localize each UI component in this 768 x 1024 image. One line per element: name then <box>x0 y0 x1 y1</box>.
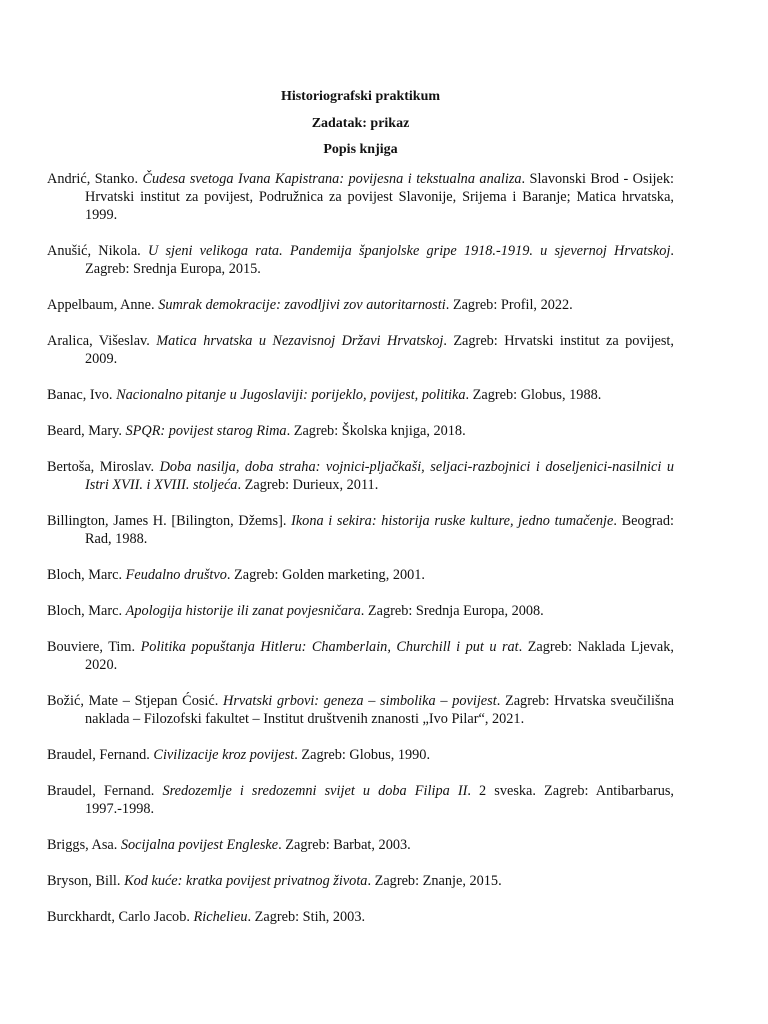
entry-publication: . Zagreb: Profil, 2022. <box>445 297 573 313</box>
bibliography-entry <box>47 422 674 440</box>
entry-publication: . Zagreb: Srednja Europa, 2008. <box>360 603 544 619</box>
entry-title: Socijalna povijest Engleske <box>120 837 279 853</box>
entry-title: Richelieu <box>193 909 248 925</box>
bibliography-entry <box>47 296 674 314</box>
entry-title: Feudalno društvo <box>125 567 227 583</box>
bibliography-entry <box>47 458 674 494</box>
entry-publication: . Zagreb: Barbat, 2003. <box>278 837 411 853</box>
entry-author: Braudel, Fernand. <box>47 783 163 799</box>
bibliography-entry <box>47 908 674 926</box>
bibliography-entry <box>47 872 674 890</box>
entry-title: Ikona i sekira: historija ruske kulture, jedno tumačenje <box>291 513 614 529</box>
entry-publication: . Zagreb: Srednja Europa, 2015. <box>85 243 674 277</box>
entry-author: Briggs, Asa. <box>47 837 121 853</box>
bibliography-entry <box>47 836 674 854</box>
entry-publication: . Zagreb: Hrvatska sveučilišna naklada – Filozofski fakultet – Institut društvenih znanosti „Ivo Pilar“, 2021. <box>85 693 674 727</box>
entry-title: U sjeni velikoga rata. Pandemija španjolske gripe 1918.-1919. u sjevernoj Hrvatskoj <box>147 243 671 259</box>
entry-author: Aralica, Višeslav. <box>47 333 157 349</box>
entry-publication: . Zagreb: Hrvatski institut za povijest, 2009. <box>85 333 674 367</box>
entry-author: Božić, Mate – Stjepan Ćosić. <box>47 693 224 709</box>
entry-publication: . Zagreb: Naklada Ljevak, 2020. <box>85 639 674 673</box>
course-title: Historiografski praktikum <box>280 89 441 104</box>
bibliography-entry <box>47 170 674 224</box>
entry-publication: . 2 sveska. Zagreb: Antibarbarus, 1997.-1998. <box>85 783 675 817</box>
list-title: Popis knjiga <box>323 142 398 157</box>
entry-author: Braudel, Fernand. <box>47 747 154 763</box>
entry-publication: . Zagreb: Globus, 1988. <box>465 387 602 403</box>
bibliography-entry <box>47 782 674 818</box>
entry-publication: . Zagreb: Golden marketing, 2001. <box>226 567 426 583</box>
entry-title: Doba nasilja, doba straha: vojnici-pljačkaši, seljaci-razbojnici i doseljenici-nasilnici u Istri XVII. i XVIII. stoljeća <box>85 459 674 493</box>
bibliography-entry <box>47 692 674 728</box>
entry-publication: . Beograd: Rad, 1988. <box>85 513 674 547</box>
entry-author: Burckhardt, Carlo Jacob. <box>47 909 194 925</box>
entry-title: Čudesa svetoga Ivana Kapistrana: povijesna i tekstualna analiza <box>142 171 522 187</box>
entry-author: Beard, Mary. <box>47 423 126 439</box>
entry-title: Sredozemlje i sredozemni svijet u doba Filipa II <box>162 783 468 799</box>
bibliography-entry <box>47 512 674 548</box>
entry-title: Apologija historije ili zanat povjesničara <box>125 603 361 619</box>
entry-author: Billington, James H. [Bilington, Džems]. <box>47 513 292 529</box>
entry-author: Appelbaum, Anne. <box>47 297 159 313</box>
entry-publication: . Zagreb: Globus, 1990. <box>294 747 431 763</box>
entry-author: Bloch, Marc. <box>47 603 126 619</box>
bibliography-entry <box>47 602 674 620</box>
entry-title: Nacionalno pitanje u Jugoslaviji: porijeklo, povijest, politika <box>116 387 466 403</box>
bibliography-entry <box>47 242 674 278</box>
entry-title: Civilizacije kroz povijest <box>153 747 295 763</box>
entry-author: Andrić, Stanko. <box>47 171 143 187</box>
entry-title: Sumrak demokracije: zavodljivi zov autoritarnosti <box>158 297 446 313</box>
entry-title: Kod kuće: kratka povijest privatnog života <box>124 873 368 889</box>
entry-author: Bryson, Bill. <box>47 873 125 889</box>
entry-author: Banac, Ivo. <box>47 387 117 403</box>
bibliography-entry <box>47 746 674 764</box>
entry-publication: . Zagreb: Školska knjiga, 2018. <box>286 423 466 439</box>
bibliography-entry <box>47 566 674 584</box>
entry-author: Bloch, Marc. <box>47 567 126 583</box>
document-headings <box>47 88 674 168</box>
entry-publication: . Zagreb: Durieux, 2011. <box>237 477 379 493</box>
bibliography-list <box>47 170 674 944</box>
entry-author: Bouviere, Tim. <box>47 639 141 655</box>
entry-publication: . Zagreb: Znanje, 2015. <box>367 873 502 889</box>
entry-title: SPQR: povijest starog Rima <box>125 423 287 439</box>
bibliography-entry <box>47 638 674 674</box>
entry-title: Politika popuštanja Hitleru: Chamberlain, Churchill i put u rat <box>140 639 519 655</box>
entry-publication: . Zagreb: Stih, 2003. <box>247 909 366 925</box>
entry-author: Anušić, Nikola. <box>47 243 148 259</box>
bibliography-entry <box>47 386 674 404</box>
entry-publication: . Slavonski Brod - Osijek: Hrvatski institut za povijest, Podružnica za povijest Slavonije, Srijema i Baranje; Matica hrvatska, 1999. <box>85 171 674 223</box>
assignment-title: Zadatak: prikaz <box>311 115 410 131</box>
bibliography-entry <box>47 332 674 368</box>
entry-title: Matica hrvatska u Nezavisnoj Državi Hrvatskoj <box>156 333 444 349</box>
entry-author: Bertoša, Miroslav. <box>47 459 160 475</box>
entry-title: Hrvatski grbovi: geneza – simbolika – povijest <box>223 693 497 709</box>
